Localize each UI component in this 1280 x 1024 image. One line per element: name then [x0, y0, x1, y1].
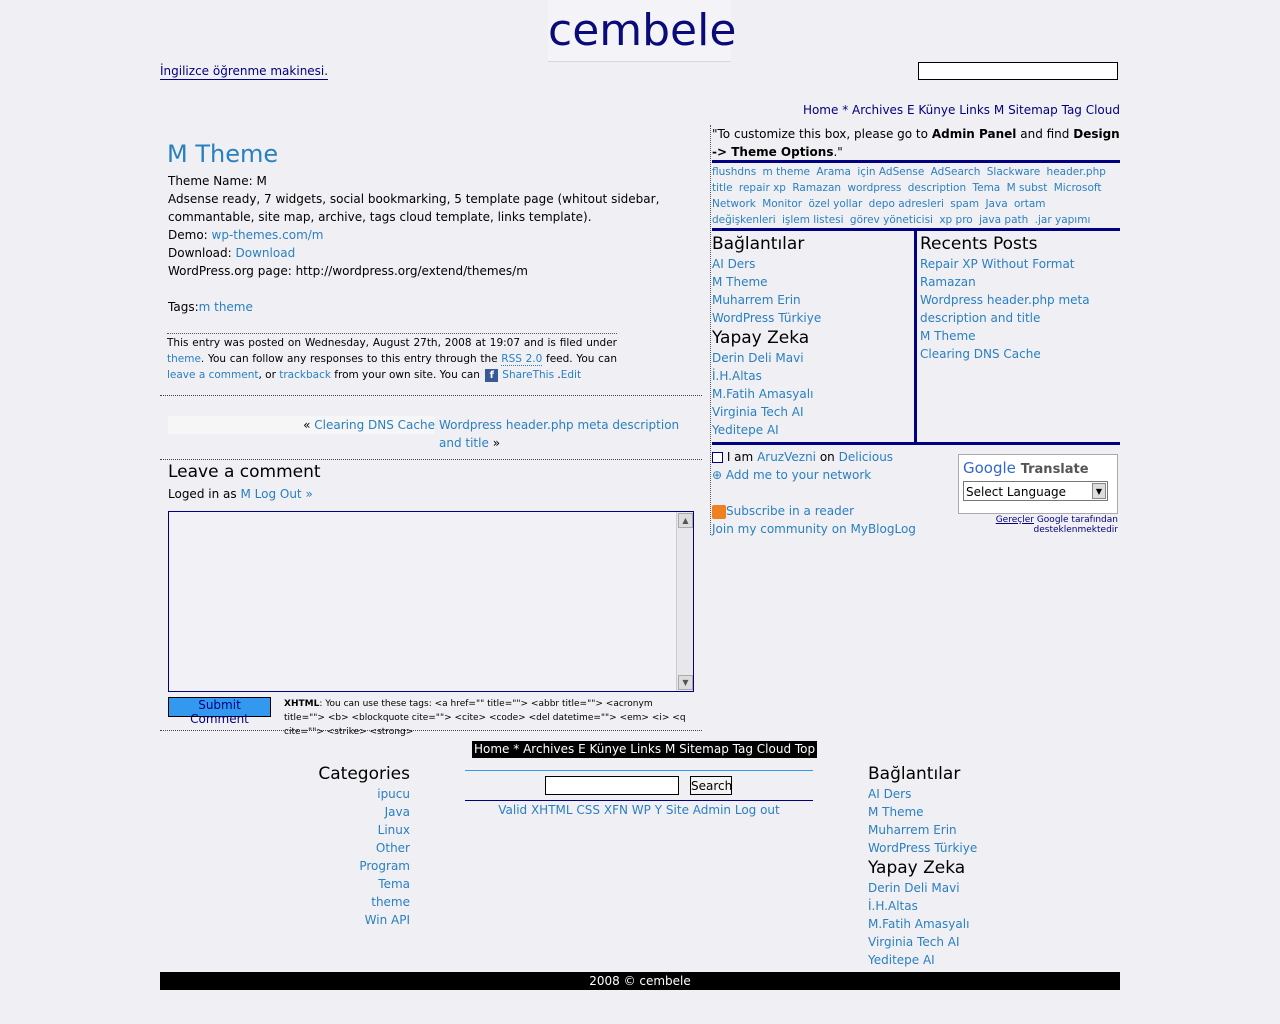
categories-title: Categories	[318, 764, 410, 784]
delicious-link[interactable]: Delicious	[838, 450, 894, 464]
footer-nav-m[interactable]: M	[664, 742, 676, 756]
on-text: on	[819, 450, 835, 464]
recent-post-link[interactable]: Ramazan	[920, 275, 976, 289]
xhtml-label: XHTML	[284, 699, 320, 709]
footer-search-button[interactable]: Search	[690, 776, 732, 795]
footer-nav-ekunye[interactable]: E Künye	[578, 742, 627, 756]
footer-link[interactable]: Derin Deli Mavi	[868, 881, 960, 895]
wp-link[interactable]: WP	[631, 803, 651, 817]
translate-credit	[960, 515, 1118, 535]
tag-cloud-item[interactable]: m theme	[762, 166, 811, 178]
nav-separator: *	[842, 103, 849, 117]
tag-cloud-item[interactable]: M subst	[1006, 182, 1048, 194]
nav-m[interactable]: M	[993, 103, 1005, 117]
customize-text: ."	[833, 145, 843, 159]
tag-cloud-item[interactable]: flushdns	[712, 166, 757, 178]
mybloglog-widget	[712, 448, 916, 538]
post-title[interactable]: M Theme	[167, 140, 279, 168]
tag-cloud-item[interactable]: .jar yapımı	[1034, 214, 1091, 226]
demo-link[interactable]: wp-themes.com/m	[211, 228, 324, 242]
recent-post-link[interactable]: Repair XP Without Format	[920, 257, 1075, 271]
tag-cloud-item[interactable]: title	[712, 182, 733, 194]
footer-links-widget	[868, 763, 1088, 969]
recent-post-link[interactable]: Clearing DNS Cache	[920, 347, 1041, 361]
sidebar-link[interactable]: Muharrem Erin	[712, 293, 801, 307]
tag-cloud-item[interactable]: spam	[950, 198, 980, 210]
google-logo: Google	[963, 459, 1016, 477]
recent-post-link[interactable]: Wordpress header.php meta description and title	[920, 293, 1090, 325]
sidebar-link[interactable]: Virginia Tech AI	[712, 405, 804, 419]
iam-text: I am	[726, 450, 754, 464]
allowed-tags-note	[284, 697, 696, 739]
category-item[interactable]: ipucu	[377, 787, 410, 801]
previous-post-link[interactable]: Clearing DNS Cache	[314, 418, 435, 432]
logged-in-line	[168, 486, 313, 502]
add-network-link[interactable]: Add me to your network	[725, 468, 872, 482]
google-translate-widget	[958, 454, 1118, 514]
post-theme-name: Theme Name: M	[168, 174, 267, 188]
tag-cloud-item[interactable]: xp pro	[939, 214, 973, 226]
sharethis-link[interactable]: ShareThis	[502, 369, 555, 381]
leave-comment-link[interactable]: leave a comment	[167, 369, 259, 381]
sidebar-link[interactable]: Derin Deli Mavi	[712, 351, 804, 365]
category-item[interactable]: Other	[375, 841, 410, 855]
footer-nav-archives[interactable]: Archives	[523, 742, 575, 756]
user-link[interactable]: M	[240, 487, 251, 501]
post-tags-line	[168, 298, 253, 316]
mybloglog-icon	[712, 452, 723, 463]
tag-cloud-item[interactable]: java path	[979, 214, 1029, 226]
edit-link[interactable]: Edit	[560, 369, 582, 381]
scroll-up-icon[interactable]: ▲	[678, 513, 693, 528]
sidebar-link[interactable]: İ.H.Altas	[712, 369, 762, 383]
meta-text: , or	[258, 369, 276, 381]
category-item[interactable]: Program	[359, 859, 410, 873]
next-arrow: »	[492, 436, 501, 450]
tag-cloud-item[interactable]: description	[907, 182, 967, 194]
sidebar-rule	[712, 442, 1120, 445]
css-link[interactable]: CSS	[576, 803, 601, 817]
tag-cloud-item[interactable]: özel yollar	[808, 198, 863, 210]
customize-bold: Design -> Theme Options	[712, 127, 1120, 159]
tags-label: Tags:	[168, 300, 199, 314]
post-features: Adsense ready, 7 widgets, social bookmarking, 5 template page (whitout sidebar, commantable, site map, archive, tags cloud template, links template).	[168, 192, 660, 224]
footer-yapay-title: Yapay Zeka	[868, 858, 966, 878]
divider	[160, 395, 702, 396]
footer-link[interactable]: M.Fatih Amasyalı	[868, 917, 970, 931]
logo-text: cembele	[548, 5, 737, 56]
previous-post	[168, 416, 435, 434]
sidebar-border	[710, 125, 711, 535]
site-tagline[interactable]: İngilizce öğrenme makinesi.	[160, 64, 329, 78]
tag-cloud-item[interactable]: AdSearch	[930, 166, 981, 178]
sidebar-link[interactable]: M Theme	[712, 275, 768, 289]
entry-meta	[167, 333, 617, 383]
customize-text: "To customize this box, please go to	[712, 127, 928, 141]
tag-cloud-item[interactable]: Java	[985, 198, 1008, 210]
tag-cloud-item[interactable]: Tema	[972, 182, 1001, 194]
facebook-icon[interactable]: f	[485, 369, 498, 382]
sidebar-links-widget	[712, 233, 912, 439]
yapay-zeka-title: Yapay Zeka	[712, 328, 810, 348]
footer-nav-top[interactable]: Top	[794, 742, 816, 756]
footer-nav-links[interactable]: Links	[630, 742, 662, 756]
nav-separator: *	[513, 742, 520, 756]
download-label: Download:	[168, 246, 232, 260]
category-item[interactable]: Win API	[364, 913, 410, 927]
customize-box	[712, 125, 1120, 161]
sidebar-link[interactable]: M.Fatih Amasyalı	[712, 387, 814, 401]
nav-tagcloud[interactable]: Tag Cloud	[1061, 103, 1120, 117]
tag-cloud-item[interactable]: repair xp	[738, 182, 786, 194]
footer-nav-tagcloud[interactable]: Tag Cloud	[732, 742, 792, 756]
tag-cloud-item[interactable]: header.php	[1046, 166, 1106, 178]
language-select-value: Select Language	[966, 485, 1067, 499]
tag-cloud-item[interactable]: görev yöneticisi	[849, 214, 933, 226]
post-demo-line	[168, 226, 324, 244]
tag-cloud-item[interactable]: için AdSense	[857, 166, 925, 178]
plus-icon: ⊕	[712, 468, 723, 482]
meta-text: This entry was posted on Wednesday, August 27th, 2008 at 19:07 and is filed under	[167, 337, 617, 349]
valid-xhtml-link[interactable]: Valid XHTML	[498, 803, 573, 817]
nav-home[interactable]: Home	[802, 103, 839, 117]
recent-posts-widget	[920, 233, 1116, 363]
footer-search-form	[465, 770, 813, 801]
tag-cloud-item[interactable]: Microsoft Network	[712, 182, 1102, 210]
divider	[160, 459, 702, 460]
tag-cloud-item[interactable]: Ramazan	[792, 182, 842, 194]
next-post	[439, 416, 701, 452]
nav-ekunye[interactable]: E Künye	[907, 103, 956, 117]
top-navigation	[803, 103, 1120, 117]
subscribe-link[interactable]: Subscribe in a reader	[726, 504, 855, 518]
rss-link[interactable]: RSS 2.0	[501, 353, 543, 365]
powered-by: Google tarafından desteklenmektedir	[1033, 515, 1118, 535]
meta-text: .	[557, 369, 561, 381]
nav-links[interactable]: Links	[959, 103, 991, 117]
footer-navigation	[472, 741, 817, 758]
footer-link[interactable]: WordPress Türkiye	[868, 841, 978, 855]
sidebar-rule	[712, 160, 1120, 163]
rss-icon[interactable]	[712, 505, 726, 519]
translate-label: Translate	[1020, 462, 1089, 477]
footer-link[interactable]: M Theme	[868, 805, 924, 819]
footer-baglantilar-title: Bağlantılar	[868, 764, 961, 784]
xfn-link[interactable]: XFN	[603, 803, 628, 817]
category-item[interactable]: theme	[371, 895, 410, 909]
tag-cloud-item[interactable]: Arama	[816, 166, 851, 178]
meta-text: . You can follow any responses to this entry through the	[200, 353, 498, 365]
footer-link[interactable]: Yeditepe AI	[868, 953, 935, 967]
footer-link[interactable]: Virginia Tech AI	[868, 935, 960, 949]
footer-meta-links	[465, 801, 813, 819]
prev-arrow: «	[303, 418, 311, 432]
recent-post-link[interactable]: M Theme	[920, 329, 976, 343]
baglantilar-title: Bağlantılar	[712, 234, 805, 254]
divider	[160, 730, 702, 731]
top-search-input[interactable]	[918, 62, 1118, 80]
tag-link[interactable]: m theme	[198, 300, 253, 314]
category-item[interactable]: Java	[384, 805, 410, 819]
site-admin-link[interactable]: Site Admin	[665, 803, 732, 817]
customize-text: and find	[1020, 127, 1070, 141]
tag-cloud-item[interactable]: wordpress	[847, 182, 902, 194]
sidebar-link[interactable]: Yeditepe AI	[712, 423, 779, 437]
sidebar-link[interactable]: WordPress Türkiye	[712, 311, 822, 325]
footer-nav-home[interactable]: Home	[474, 742, 510, 756]
tag-cloud-item[interactable]: işlem listesi	[781, 214, 844, 226]
copyright-bar: 2008 © cembele	[160, 972, 1120, 990]
recent-posts-title: Recents Posts	[920, 234, 1038, 254]
sidebar-link[interactable]: AI Ders	[712, 257, 756, 271]
tag-cloud-item[interactable]: Monitor	[762, 198, 803, 210]
footer-categories	[260, 763, 410, 929]
tag-cloud-item[interactable]: ortam değişkenleri	[712, 198, 1046, 226]
logged-label: Loged in as	[168, 487, 237, 501]
footer-search-input[interactable]	[545, 776, 679, 795]
y-link[interactable]: Y	[654, 803, 663, 817]
footer-link[interactable]: İ.H.Altas	[868, 899, 918, 913]
sidebar-column-divider	[914, 229, 917, 443]
language-select[interactable]	[963, 481, 1108, 501]
category-link[interactable]: theme	[167, 353, 201, 365]
logout-link[interactable]: Log Out »	[254, 487, 313, 501]
footer-link[interactable]: Muharrem Erin	[868, 823, 957, 837]
post-download-line	[168, 244, 295, 262]
trackback-link[interactable]: trackback	[279, 369, 331, 381]
comment-scrollbar[interactable]	[676, 512, 693, 691]
post-wporg: WordPress.org page: http://wordpress.org/extend/themes/m	[168, 264, 528, 278]
customize-bold: Admin Panel	[931, 127, 1017, 141]
meta-text: from your own site. You can	[334, 369, 480, 381]
footer-nav-sitemap[interactable]: Sitemap	[679, 742, 729, 756]
category-item[interactable]: Tema	[378, 877, 410, 891]
meta-text: feed. You can	[546, 353, 617, 365]
join-community-link[interactable]: Join my community on MyBlogLog	[712, 522, 916, 536]
tag-cloud-item[interactable]: depo adresleri	[868, 198, 944, 210]
submit-comment-button[interactable]: Submit Comment	[168, 697, 271, 717]
comment-textarea[interactable]	[168, 511, 694, 692]
tools-link[interactable]: Gereçler	[995, 515, 1034, 525]
tag-cloud-item[interactable]: Slackware	[986, 166, 1041, 178]
tag-cloud	[712, 164, 1112, 228]
footer-link[interactable]: AI Ders	[868, 787, 912, 801]
scroll-down-icon[interactable]: ▼	[678, 675, 693, 690]
xhtml-tags: : You can use these tags: <a href="" title=""> <abbr title=""> <acronym title=""> <b> <blockquote cite=""> <cite> <code> <del datetime=""> <em> <i> <q cite=""> <strike> <strong>	[284, 699, 686, 737]
nav-sitemap[interactable]: Sitemap	[1008, 103, 1058, 117]
comment-section-title: Leave a comment	[168, 462, 321, 482]
demo-label: Demo:	[168, 228, 208, 242]
next-post-link[interactable]: Wordpress header.php meta description and title	[439, 418, 680, 450]
site-logo[interactable]	[548, 0, 737, 62]
logout-footer-link[interactable]: Log out	[734, 803, 780, 817]
google-translate-header	[963, 458, 1089, 480]
nav-archives[interactable]: Archives	[852, 103, 904, 117]
user-profile-link[interactable]: AruzVezni	[757, 450, 817, 464]
chevron-down-icon[interactable]: ▼	[1092, 483, 1106, 499]
download-link[interactable]: Download	[235, 246, 296, 260]
category-item[interactable]: Linux	[377, 823, 410, 837]
